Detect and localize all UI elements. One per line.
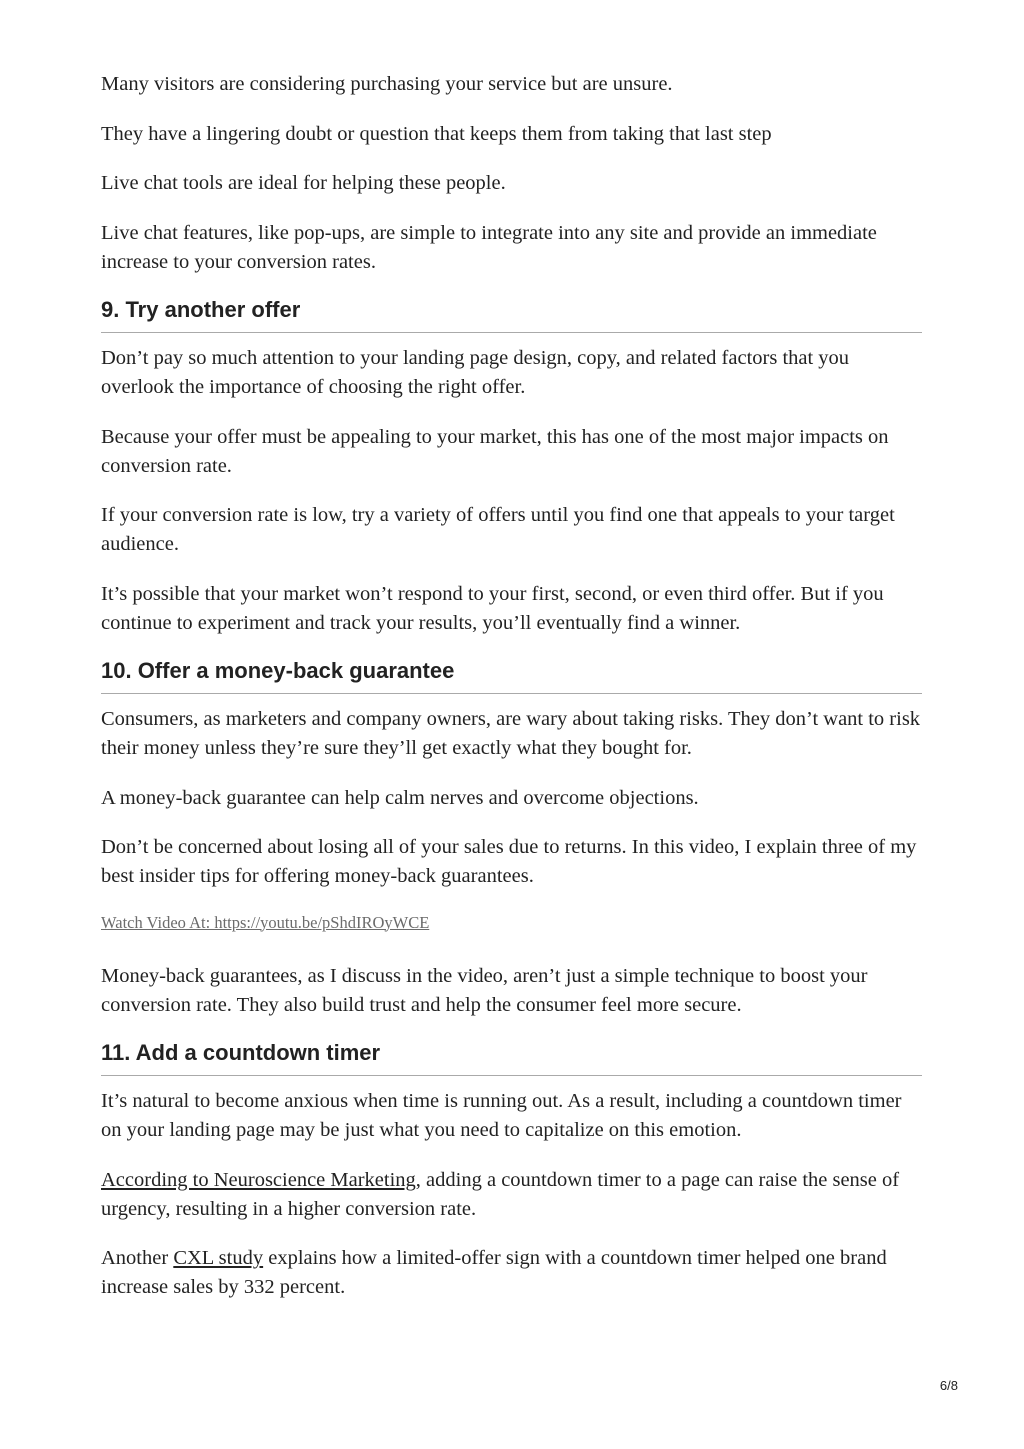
section-heading-try-another-offer: 9. Try another offer (101, 297, 922, 333)
page-number: 6/8 (939, 1378, 958, 1393)
neuroscience-marketing-link[interactable]: According to Neuroscience Marketing (101, 1168, 416, 1191)
section-paragraph (101, 1166, 922, 1224)
intro-paragraph: Many visitors are considering purchasing your service but are unsure. (101, 73, 673, 95)
section-heading-countdown-timer: 11. Add a countdown timer (101, 1040, 922, 1076)
section-paragraph: Don’t be concerned about losing all of your sales due to returns. In this video, I explain three of my best insider tips for offering money-back guarantees. (101, 836, 917, 887)
video-link-row (101, 912, 922, 934)
section-heading-money-back-guarantee: 10. Offer a money-back guarantee (101, 658, 922, 694)
intro-paragraph: Live chat features, like pop-ups, are simple to integrate into any site and provide an immediate increase to your conversion rates. (101, 221, 877, 273)
section-paragraph: It’s natural to become anxious when time is running out. As a result, including a countdown timer on your landing page may be just what you need to capitalize on this emotion. (101, 1090, 902, 1141)
section-paragraph: Don’t pay so much attention to your landing page design, copy, and related factors that you overlook the importance of choosing the right offer. (101, 347, 850, 398)
section-paragraph: It’s possible that your market won’t respond to your first, second, or even third offer. But if you continue to experiment and track your results, you’ll eventually find a winner. (101, 582, 884, 634)
section-paragraph: A money-back guarantee can help calm nerves and overcome objections. (101, 786, 699, 809)
section-paragraph: If your conversion rate is low, try a variety of offers until you find one that appeals to your target audience. (101, 504, 895, 555)
watch-video-link[interactable]: Watch Video At: https://youtu.be/pShdIROyWCE (101, 912, 430, 932)
document-body (101, 70, 922, 1323)
section-paragraph: Money-back guarantees, as I discuss in the video, aren’t just a simple technique to boost your conversion rate. They also build trust and help the consumer feel more secure. (101, 964, 868, 1016)
paragraph-text: Another (101, 1247, 174, 1269)
intro-paragraph: They have a lingering doubt or question that keeps them from taking that last step (101, 122, 772, 145)
intro-paragraph: Live chat tools are ideal for helping these people. (101, 172, 506, 194)
paragraph-text: explains how a limited-offer sign with a countdown timer helped one brand increase sales by 332 percent. (101, 1247, 887, 1298)
paragraph-text: , adding a countdown timer to a page can raise the sense of urgency, resulting in a higher conversion rate. (101, 1168, 900, 1220)
cxl-study-link[interactable]: CXL study (173, 1247, 264, 1269)
section-paragraph: Consumers, as marketers and company owners, are wary about taking risks. They don’t want to risk their money unless they’re sure they’ll get exactly what they bought for. (101, 708, 921, 759)
section-paragraph (101, 1244, 922, 1302)
section-paragraph: Because your offer must be appealing to your market, this has one of the most major impacts on conversion rate. (101, 425, 889, 477)
